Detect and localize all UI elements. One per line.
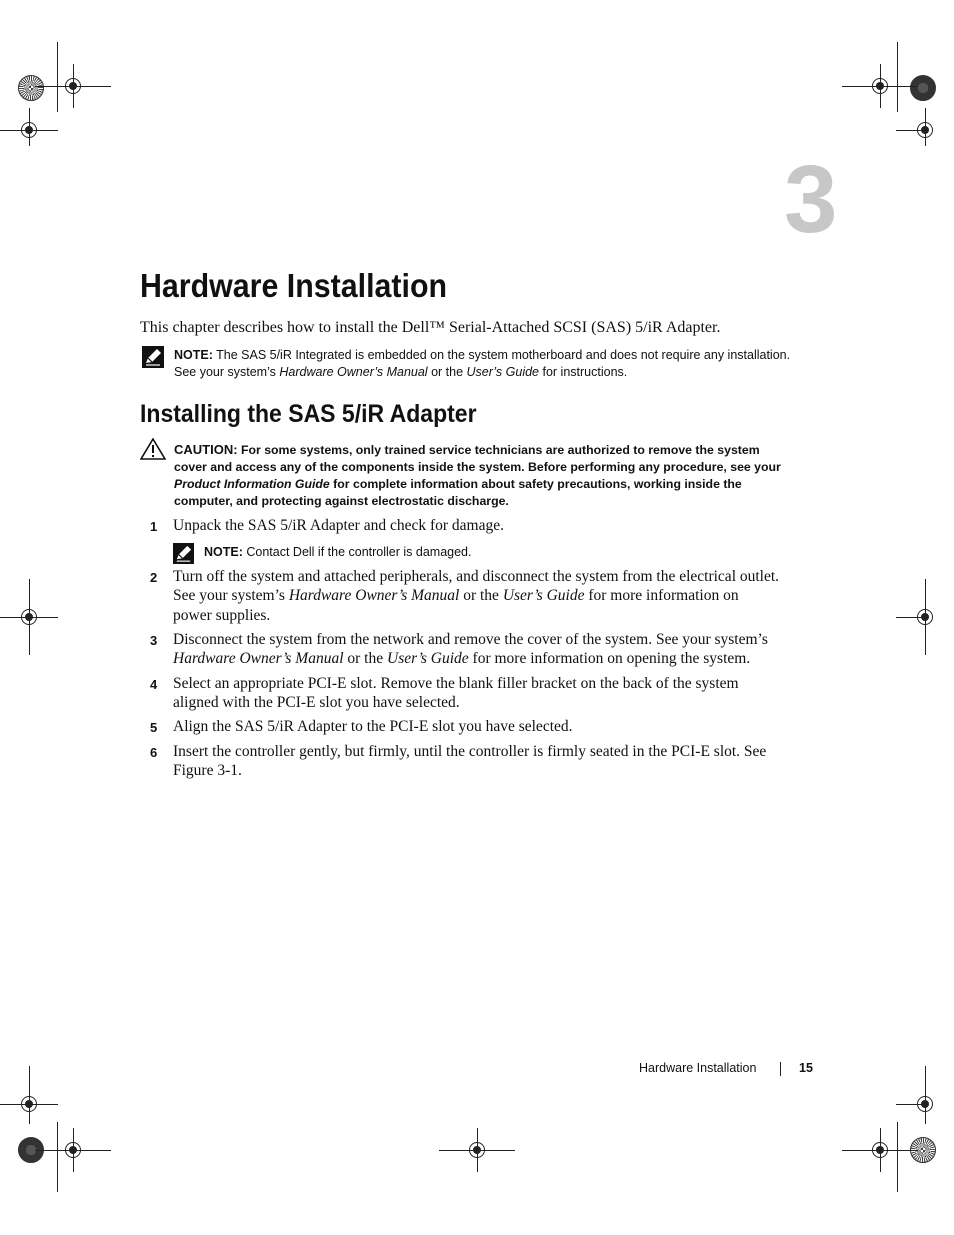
crop-mark: [57, 42, 58, 112]
doc-reference: User’s Guide: [387, 650, 469, 668]
footer-section-title: Hardware Installation: [639, 1061, 757, 1075]
sunburst-mark-icon: [18, 75, 44, 101]
note-text: NOTE: The SAS 5/iR Integrated is embedded on the system motherboard and does not require any installation. See your system’s Hardware Owner’s Manual or the User’s Guide for instructions.: [174, 348, 791, 379]
crop-mark: [897, 42, 898, 112]
caution-label: CAUTION:: [174, 442, 238, 457]
chapter-title: Hardware Installation: [140, 267, 448, 304]
caution-triangle-icon: [140, 438, 166, 460]
note-pencil-icon: [173, 543, 194, 564]
doc-reference: Product Information Guide: [174, 477, 330, 491]
note-label: NOTE:: [204, 545, 243, 559]
list-item-step-5: 5 Align the SAS 5/iR Adapter to the PCI-E slot you have selected.: [150, 718, 573, 735]
caution-text: CAUTION: For some systems, only trained service technicians are authorized to remove the system cover and access any of the components inside the system. Before performing any procedure, see your Product Information Guide for complete information about safety precautions, working inside the computer, and protecting against electrostatic discharge.: [174, 442, 781, 508]
page-number: 15: [799, 1061, 813, 1075]
list-item-step-1: 1 Unpack the SAS 5/iR Adapter and check for damage.: [150, 517, 505, 534]
crop-mark: [57, 1122, 58, 1192]
doc-reference: Hardware Owner’s Manual: [288, 587, 460, 605]
section-title: Installing the SAS 5/iR Adapter: [140, 400, 477, 428]
doc-reference: User’s Guide: [502, 587, 585, 605]
crop-mark: [897, 1122, 898, 1192]
doc-reference: Hardware Owner’s Manual: [279, 365, 428, 379]
note-text: NOTE: Contact Dell if the controller is damaged.: [204, 545, 472, 559]
note-label: NOTE:: [174, 348, 213, 362]
chapter-number: 3: [784, 146, 836, 253]
note-pencil-icon: [142, 346, 164, 368]
doc-reference: User’s Guide: [466, 365, 540, 379]
doc-reference: Hardware Owner’s Manual: [173, 650, 344, 668]
list-item-step-6: 6 Insert the controller gently, but firmly, until the controller is firmly seated in the PCI-E slot. See Figure 3-1.: [150, 743, 767, 780]
list-item-step-3: 3 Disconnect the system from the network and remove the cover of the system. See your system’s Hardware Owner’s Manual or the User’s Guide for more information on opening the system.: [150, 631, 768, 668]
list-item-step-4: 4 Select an appropriate PCI-E slot. Remove the blank filler bracket on the back of the system aligned with the PCI-E slot you have selected.: [150, 675, 739, 712]
footer-divider: [780, 1062, 781, 1076]
intro-paragraph: This chapter describes how to install the Dell™ Serial-Attached SCSI (SAS) 5/iR Adapter.: [140, 319, 721, 336]
sunburst-mark-icon: [910, 75, 936, 101]
list-item-step-2: 2 Turn off the system and attached peripherals, and disconnect the system from the electrical outlet. See your system’s Hardware Owner’s Manual or the User’s Guide for more information on power supplies.: [150, 568, 780, 624]
